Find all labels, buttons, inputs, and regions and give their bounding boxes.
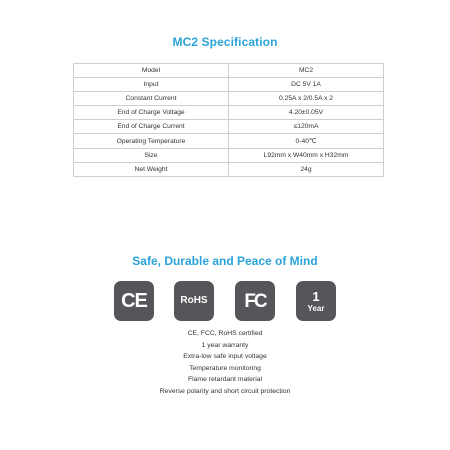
certification-badges [0, 281, 450, 321]
list-item: Extra-low safe input voltage [183, 353, 267, 361]
spec-label: Input [74, 78, 229, 92]
spec-value: 24g [229, 162, 384, 176]
spec-title: MC2 Specification [172, 35, 278, 49]
list-item: 1 year warranty [201, 341, 249, 349]
spec-value: 0-40℃ [229, 134, 384, 148]
spec-label: Constant Current [74, 92, 229, 106]
spec-label: Net Weight [74, 162, 229, 176]
fcc-mark-text: FC [244, 290, 266, 312]
ce-mark-text: CE [121, 290, 147, 312]
spec-value: DC 5V 1A [229, 78, 384, 92]
spec-label: Operating Temperature [74, 134, 229, 148]
one-year-warranty-icon [296, 281, 336, 321]
table-row [74, 64, 384, 78]
spec-label: Size [74, 148, 229, 162]
spec-value: 4.20±0.05V [229, 106, 384, 120]
table-row [74, 106, 384, 120]
spec-value: 0.25A x 2/0.5A x 2 [229, 92, 384, 106]
table-row [74, 78, 384, 92]
ce-mark-icon [114, 281, 154, 321]
list-item: CE, FCC, RoHS certified [187, 330, 263, 337]
list-item: Reverse polarity and short circuit protection [159, 387, 291, 395]
warranty-word: Year [307, 303, 325, 313]
table-row [74, 162, 384, 176]
table-row [74, 120, 384, 134]
list-item: Temperature monitoring [189, 364, 261, 372]
spec-value: MC2 [229, 64, 384, 78]
rohs-mark-icon [174, 281, 214, 321]
fcc-mark-icon [235, 281, 275, 321]
spec-label: End of Charge Current [74, 120, 229, 134]
spec-value: ≤120mA [229, 120, 384, 134]
feature-list [0, 328, 450, 398]
spec-value: L92mm x W40mm x H32mm [229, 148, 384, 162]
list-item: Flame retardant material [187, 376, 263, 384]
table-row [74, 134, 384, 148]
table-row [74, 148, 384, 162]
rohs-mark-text: RoHS [180, 295, 208, 306]
spec-label: Model [74, 64, 229, 78]
warranty-number: 1 [312, 288, 320, 304]
spec-table [73, 63, 384, 177]
table-row [74, 92, 384, 106]
features-title: Safe, Durable and Peace of Mind [132, 254, 318, 268]
spec-label: End of Charge Voltage [74, 106, 229, 120]
